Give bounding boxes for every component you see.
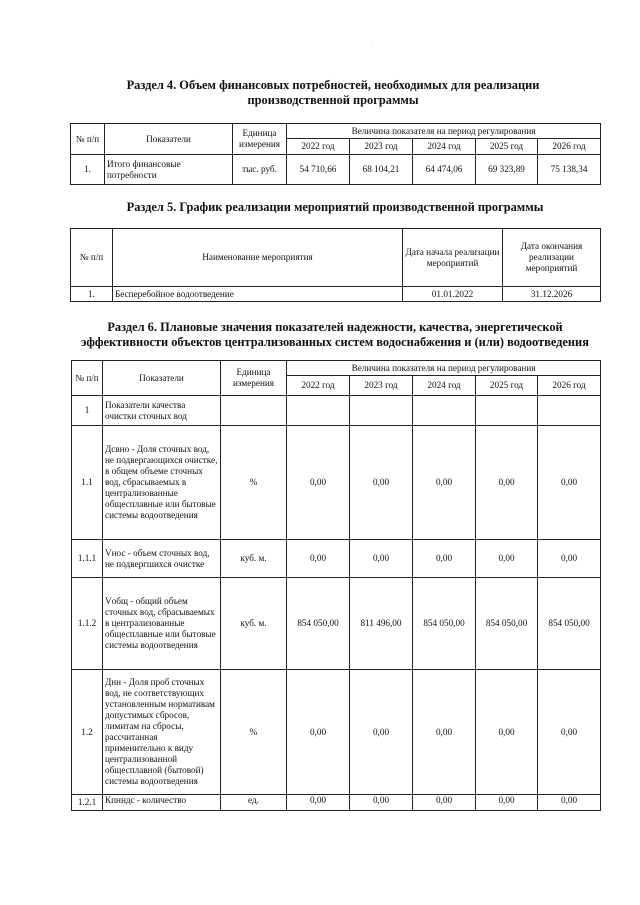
table-row <box>72 426 601 540</box>
header-indicator: Показатели <box>105 124 233 155</box>
schedule-table <box>70 228 601 302</box>
row-num: 1. <box>71 287 113 302</box>
row-value: 811 496,00 <box>350 578 413 670</box>
section6-title: Раздел 6. Плановые значения показателей надежности, качества, энергетической эффективности объектов централизованных систем водоснабжения и (или) водоотведения <box>81 320 589 349</box>
financial-needs-table <box>70 123 601 185</box>
row-value: 75 138,34 <box>538 155 601 185</box>
header-num: № п/п <box>72 361 103 396</box>
row-name: Vнос - объем сточных вод, не подвергшихся очистке <box>103 540 221 578</box>
row-name: Кпнндс - количество <box>103 795 221 811</box>
row-value <box>476 396 538 426</box>
header-year: 2026 год <box>538 376 601 396</box>
row-num: 1.1 <box>72 426 103 540</box>
row-end: 31.12.2026 <box>503 287 601 302</box>
table-row <box>72 670 601 795</box>
table-row <box>72 795 601 811</box>
row-name: Итого финансовые потребности <box>105 155 233 185</box>
header-year: 2023 год <box>350 139 413 155</box>
row-name: Бесперебойное водоотведение <box>113 287 403 302</box>
table-row <box>72 578 601 670</box>
row-value: 854 050,00 <box>476 578 538 670</box>
row-value <box>413 396 476 426</box>
row-unit: куб. м. <box>221 578 287 670</box>
row-value: 854 050,00 <box>287 578 350 670</box>
row-value <box>350 396 413 426</box>
row-value: 0,00 <box>413 426 476 540</box>
header-year: 2026 год <box>538 139 601 155</box>
row-num: 1.2.1 <box>72 795 103 811</box>
row-value: 64 474,06 <box>413 155 476 185</box>
header-name: Наименование мероприятия <box>113 229 403 287</box>
table-row <box>71 155 601 185</box>
row-value <box>287 396 350 426</box>
header-year: 2024 год <box>413 376 476 396</box>
header-period: Величина показателя на период регулирования <box>287 361 601 376</box>
row-name: Показатели качества очистки сточных вод <box>103 396 221 426</box>
row-unit: % <box>221 670 287 795</box>
row-value: 0,00 <box>538 540 601 578</box>
row-value: 0,00 <box>413 670 476 795</box>
table-row <box>72 540 601 578</box>
header-unit: Единица измерения <box>233 124 287 155</box>
row-value: 0,00 <box>350 795 413 811</box>
header-year: 2025 год <box>476 376 538 396</box>
row-start: 01.01.2022 <box>403 287 503 302</box>
row-value: 68 104,21 <box>350 155 413 185</box>
indicators-table <box>71 360 601 811</box>
row-value: 0,00 <box>287 670 350 795</box>
row-value <box>538 396 601 426</box>
row-value: 0,00 <box>538 795 601 811</box>
header-period: Величина показателя на период регулирования <box>287 124 601 139</box>
row-value: 0,00 <box>350 426 413 540</box>
header-year: 2023 год <box>350 376 413 396</box>
row-value: 0,00 <box>350 670 413 795</box>
row-name: Дсвно - Доля сточных вод, не подвергающихся очистке, в общем объеме сточных вод, сбрасываемых в централизованные общесплавные или бытовые системы водоотведения <box>103 426 221 540</box>
header-num: № п/п <box>71 124 105 155</box>
row-num: 1. <box>71 155 105 185</box>
section4-title: Раздел 4. Объем финансовых потребностей, необходимых для реализации производственной программы <box>126 78 540 107</box>
row-value: 0,00 <box>287 540 350 578</box>
table-row <box>72 396 601 426</box>
scan-dot: · <box>371 40 373 46</box>
header-unit: Единица измерения <box>221 361 287 396</box>
row-value: 0,00 <box>476 795 538 811</box>
row-unit <box>221 396 287 426</box>
row-value: 0,00 <box>476 670 538 795</box>
header-year: 2025 год <box>476 139 538 155</box>
row-value: 854 050,00 <box>538 578 601 670</box>
row-value: 69 323,89 <box>476 155 538 185</box>
row-value: 0,00 <box>538 426 601 540</box>
row-name: Vобщ - общий объем сточных вод, сбрасываемых в централизованные общесплавные или бытовые системы водоотведения <box>103 578 221 670</box>
header-year: 2024 год <box>413 139 476 155</box>
row-num: 1.1.1 <box>72 540 103 578</box>
header-start: Дата начала реализации мероприятий <box>403 229 503 287</box>
row-unit: % <box>221 426 287 540</box>
row-num: 1.1.2 <box>72 578 103 670</box>
row-value: 0,00 <box>476 426 538 540</box>
row-unit: тыс. руб. <box>233 155 287 185</box>
table-row <box>71 287 601 302</box>
row-unit: куб. м. <box>221 540 287 578</box>
row-value: 54 710,66 <box>287 155 350 185</box>
section5-title: Раздел 5. График реализации мероприятий производственной программы <box>126 200 544 214</box>
row-value: 0,00 <box>413 540 476 578</box>
header-year: 2022 год <box>287 139 350 155</box>
row-value: 0,00 <box>287 795 350 811</box>
row-name: Днн - Доля проб сточных вод, не соответствующих установленным нормативам допустимых сбросов, лимитам на сбросы, рассчитанная применительно к виду централизованной общесплавной (бытовой) системы водоотведения <box>103 670 221 795</box>
row-unit: ед. <box>221 795 287 811</box>
row-value: 0,00 <box>287 426 350 540</box>
row-value: 0,00 <box>476 540 538 578</box>
header-indicator: Показатели <box>103 361 221 396</box>
header-end: Дата окончания реализации мероприятий <box>503 229 601 287</box>
row-value: 854 050,00 <box>413 578 476 670</box>
row-value: 0,00 <box>413 795 476 811</box>
row-num: 1.2 <box>72 670 103 795</box>
row-value: 0,00 <box>538 670 601 795</box>
row-value: 0,00 <box>350 540 413 578</box>
header-year: 2022 год <box>287 376 350 396</box>
header-num: № п/п <box>71 229 113 287</box>
row-num: 1 <box>72 396 103 426</box>
